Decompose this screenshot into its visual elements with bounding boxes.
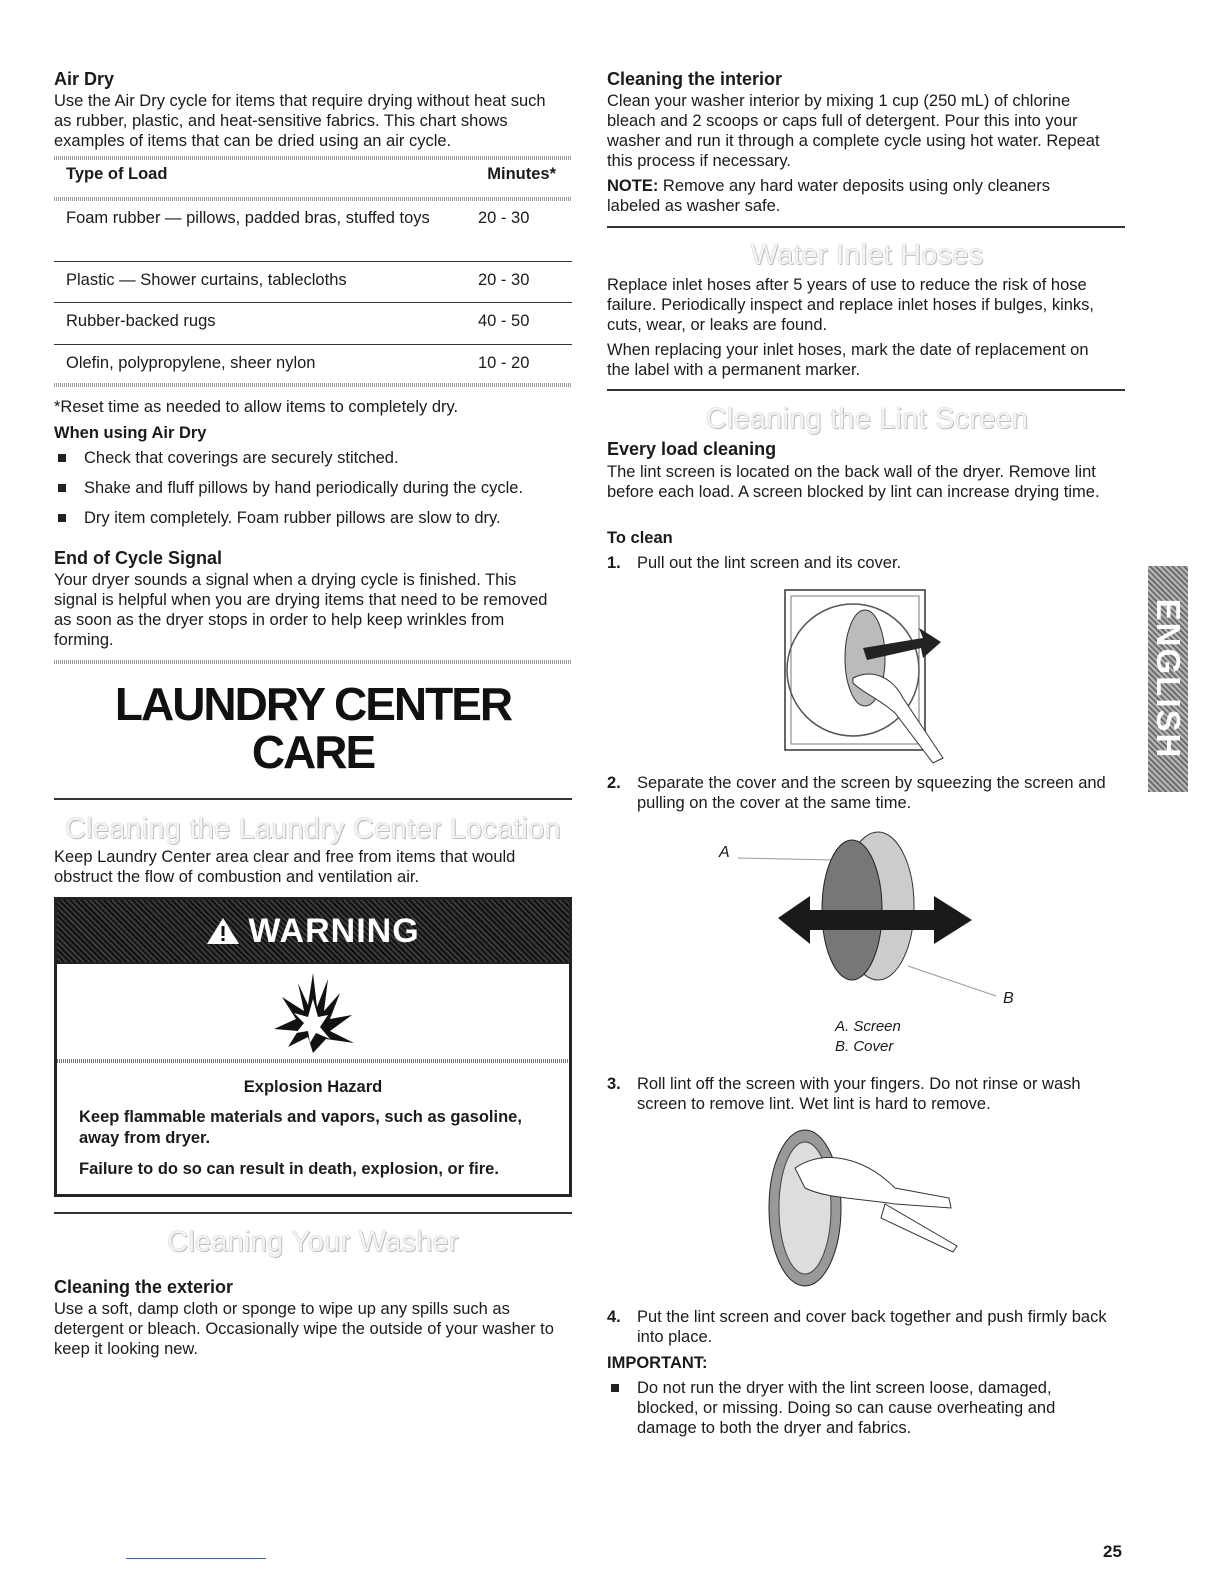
list-item xyxy=(54,448,572,468)
bullet-icon xyxy=(611,1384,619,1392)
air-dry-footnote: *Reset time as needed to allow items to completely dry. xyxy=(54,398,459,416)
step-item xyxy=(607,553,1127,573)
caption-b: B. Cover xyxy=(835,1038,894,1055)
step-item xyxy=(607,1074,1127,1114)
row-type: Olefin, polypropylene, sheer nylon xyxy=(66,354,316,372)
row-divider xyxy=(54,261,572,262)
interior-heading: Cleaning the interior xyxy=(607,69,783,89)
location-text: Keep Laundry Center area clear and free from items that would obstruct the flow of combustion and ventilation air. xyxy=(54,848,516,886)
to-clean-heading: To clean xyxy=(607,529,673,547)
step-number: 3. xyxy=(607,1075,621,1093)
section-rule xyxy=(607,226,1125,228)
hoses-p1: Replace inlet hoses after 5 years of use to reduce the risk of hose failure. Periodically inspect and replace inlet hoses if bulges, kinks, cuts, wear, or leaks are found. xyxy=(607,276,1095,334)
step-number: 1. xyxy=(607,554,621,572)
title-line-2: CARE xyxy=(251,726,375,778)
caption-a: A. Screen xyxy=(835,1018,901,1035)
table-row xyxy=(66,208,446,228)
row-type: Plastic — Shower curtains, tablecloths xyxy=(66,271,347,289)
step-item xyxy=(607,1307,1127,1347)
title-line-1: LAUNDRY CENTER xyxy=(114,678,512,730)
bullet-text: Dry item completely. Foam rubber pillows are slow to dry. xyxy=(84,509,501,527)
bullet-text: Shake and fluff pillows by hand periodically during the cycle. xyxy=(84,479,524,497)
step-text: Pull out the lint screen and its cover. xyxy=(637,554,902,572)
bullet-icon xyxy=(58,514,66,522)
note-label: NOTE: xyxy=(607,177,659,195)
language-side-tab xyxy=(1148,566,1188,792)
step-number: 4. xyxy=(607,1308,621,1326)
explosion-icon xyxy=(268,969,358,1055)
list-item xyxy=(54,478,572,498)
warning-instruction: Keep flammable materials and vapors, such as gasoline, away from dryer. xyxy=(79,1108,522,1147)
row-type: Foam rubber — pillows, padded bras, stuffed toys xyxy=(66,209,430,227)
step-text: Separate the cover and the screen by squeezing the screen and pulling on the cover at the same time. xyxy=(637,774,1106,812)
side-tab-label: ENGLISH xyxy=(1150,598,1187,760)
warning-box xyxy=(54,897,572,1197)
row-minutes: 10 - 20 xyxy=(478,354,530,372)
air-dry-heading: Air Dry xyxy=(54,69,115,89)
important-heading: IMPORTANT: xyxy=(607,1354,708,1372)
warning-triangle-icon xyxy=(206,916,240,946)
interior-text: Clean your washer interior by mixing 1 cup (250 mL) of chlorine bleach and 2 scoops or caps full of detergent. Pour this into your washer and run it through a complete cycle using hot water. Repeat this process if necessary. xyxy=(607,92,1100,170)
table-top-rule xyxy=(54,156,572,160)
washer-heading: Cleaning Your Washer xyxy=(167,1226,459,1258)
row-type: Rubber-backed rugs xyxy=(66,312,216,330)
bullet-icon xyxy=(58,484,66,492)
step-item xyxy=(607,773,1127,813)
note-paragraph xyxy=(607,176,1107,216)
warning-label: WARNING xyxy=(248,911,420,950)
step-text: Put the lint screen and cover back together and push firmly back into place. xyxy=(637,1308,1107,1346)
footer-rule xyxy=(126,1558,266,1559)
bullet-text: Do not run the dryer with the lint screen loose, damaged, blocked, or missing. Doing so can cause overheating and damage to both the dryer and fabrics. xyxy=(637,1379,1056,1437)
row-divider xyxy=(54,344,572,345)
section-rule xyxy=(54,1212,572,1214)
section-rule xyxy=(607,389,1125,391)
label-a: A xyxy=(719,844,730,861)
table-header-row xyxy=(54,165,572,197)
col-minutes-header: Minutes* xyxy=(487,165,556,183)
end-cycle-text: Your dryer sounds a signal when a drying cycle is finished. This signal is helpful when you are drying items that need to be removed as soon as the dryer stops in order to help keep wrinkles from forming. xyxy=(54,571,548,649)
list-item xyxy=(54,508,572,528)
section-rule xyxy=(54,660,572,664)
when-using-heading: When using Air Dry xyxy=(54,424,207,442)
explosion-symbol-area xyxy=(57,962,569,1059)
lint-roll-illustration xyxy=(765,1128,965,1292)
row-minutes: 20 - 30 xyxy=(478,271,530,289)
warning-text-area xyxy=(57,1063,569,1180)
exterior-text: Use a soft, damp cloth or sponge to wipe up any spills such as detergent or bleach. Occasionally wipe the outside of your washer to keep it looking new. xyxy=(54,1300,554,1358)
page-title xyxy=(54,680,572,776)
row-minutes: 40 - 50 xyxy=(478,312,530,330)
lint-screen-separate-illustration xyxy=(738,826,998,1000)
lint-screen-pull-illustration xyxy=(783,588,953,768)
row-divider xyxy=(54,302,572,303)
air-dry-intro: Use the Air Dry cycle for items that require drying without heat such as rubber, plastic, and heat-sensitive fabrics. This chart shows examples of items that can be dried using an air cycle. xyxy=(54,92,546,150)
bullet-icon xyxy=(58,454,66,462)
lint-heading: Cleaning the Lint Screen xyxy=(705,403,1029,435)
warning-consequence: Failure to do so can result in death, explosion, or fire. xyxy=(79,1160,499,1178)
bullet-text: Check that coverings are securely stitched. xyxy=(84,449,399,467)
exterior-heading: Cleaning the exterior xyxy=(54,1277,234,1297)
air-dry-table xyxy=(54,165,572,197)
page-number: 25 xyxy=(1103,1542,1122,1561)
col-type-header: Type of Load xyxy=(66,165,168,183)
step-number: 2. xyxy=(607,774,621,792)
hazard-title: Explosion Hazard xyxy=(243,1078,383,1096)
every-load-heading: Every load cleaning xyxy=(607,439,777,459)
table-header-rule xyxy=(54,197,572,201)
hoses-heading: Water Inlet Hoses xyxy=(750,239,984,271)
hoses-p2: When replacing your inlet hoses, mark the date of replacement on the label with a permanent marker. xyxy=(607,341,1089,379)
every-load-text: The lint screen is located on the back wall of the dryer. Remove lint before each load. A screen blocked by lint can increase drying time. xyxy=(607,463,1100,501)
list-item xyxy=(607,1378,1127,1438)
end-cycle-heading: End of Cycle Signal xyxy=(54,548,223,568)
table-bottom-rule xyxy=(54,383,572,387)
row-minutes: 20 - 30 xyxy=(478,209,530,227)
note-text: Remove any hard water deposits using only cleaners labeled as washer safe. xyxy=(607,177,1050,215)
label-b: B xyxy=(1003,990,1014,1007)
section-rule xyxy=(54,798,572,800)
location-heading: Cleaning the Laundry Center Location xyxy=(65,813,561,845)
warning-header xyxy=(57,900,569,962)
step-text: Roll lint off the screen with your fingers. Do not rinse or wash screen to remove lint. Wet lint is hard to remove. xyxy=(637,1075,1081,1113)
